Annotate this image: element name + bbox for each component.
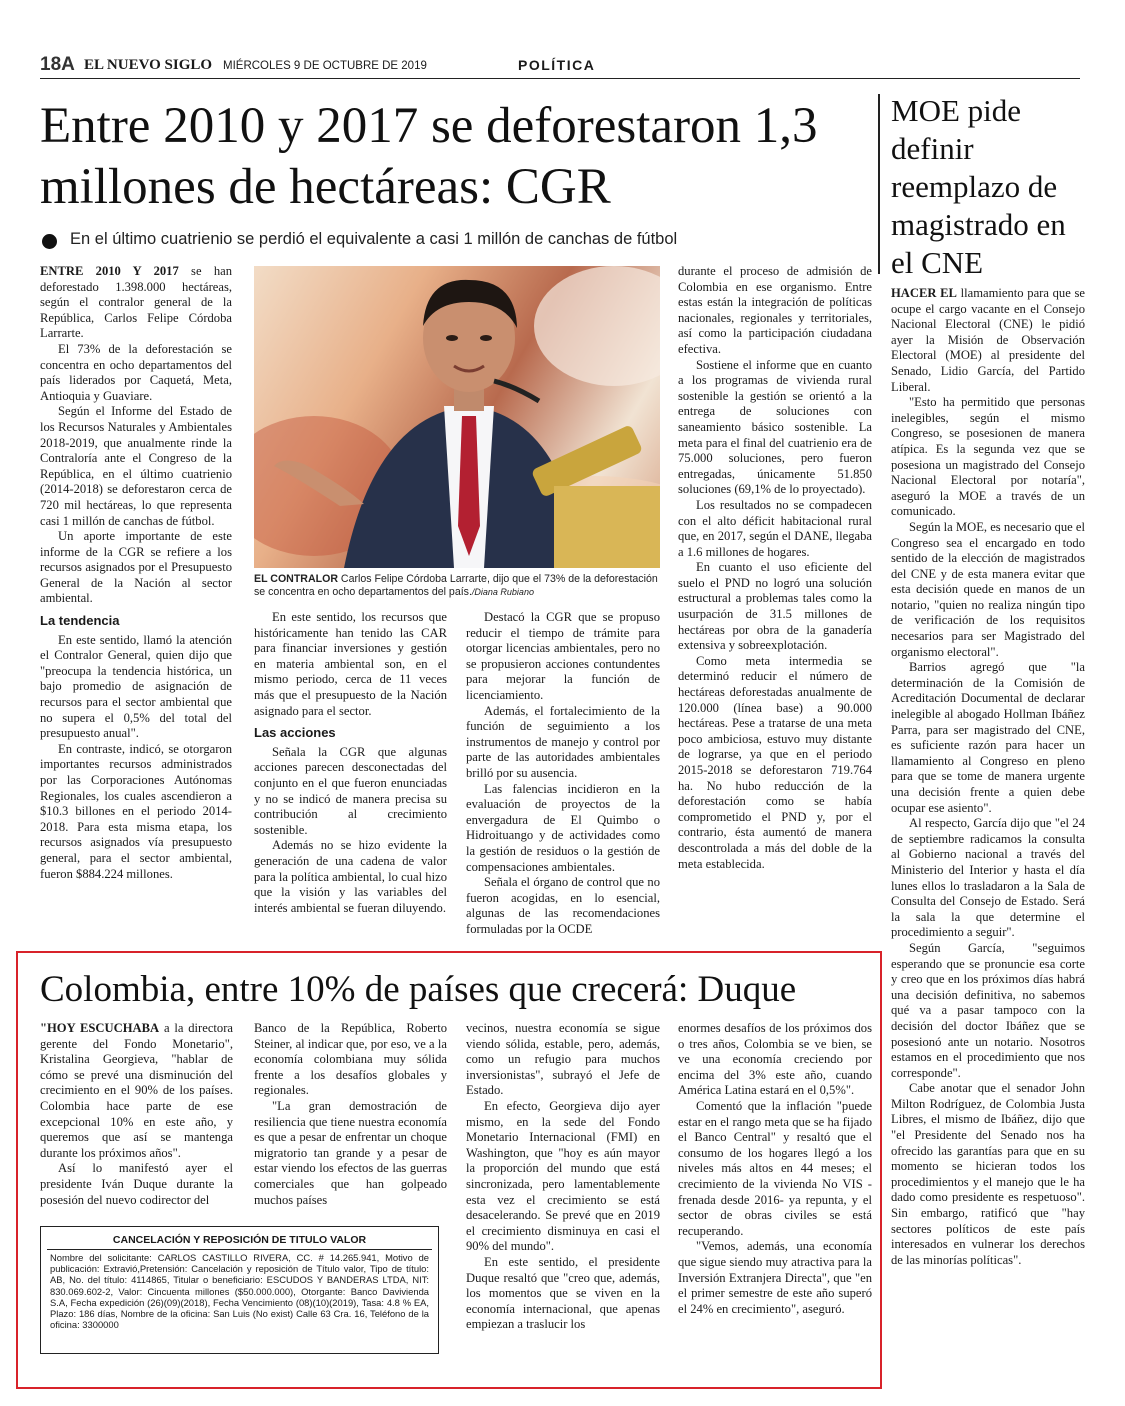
duque-headline: Colombia, entre 10% de países que crecerá: Duque xyxy=(40,969,797,1010)
photo-caption xyxy=(254,573,660,599)
duque-column-1 xyxy=(40,1021,233,1208)
paragraph: En este sentido, los recursos que históricamente han tenido las CAR para financiar inversiones y gestión en materia ambiental son, en el mismo periodo, cerca de 11 veces más que el presupuesto de la Nación asignado para el sector. xyxy=(254,610,447,718)
moe-column xyxy=(891,286,1085,1268)
caption-lead: EL CONTRALOR xyxy=(254,573,338,585)
paragraph: "Esto ha permitido que personas inelegibles, según el mismo Congreso, se posesionen de manera atípica. Es la segunda vez que se posesiona un magistrado del Consejo Nacional Electoral por notaría", aseguró la MOE a través de un comunicado. xyxy=(891,395,1085,519)
sidebar-rule xyxy=(878,94,880,274)
page-header xyxy=(40,54,1080,76)
photo-credit: /Diana Rubiano xyxy=(471,587,534,597)
legal-notice xyxy=(40,1226,439,1354)
main-column-3 xyxy=(466,610,660,937)
paragraph: En este sentido, llamó la atención el Contralor General, quien dijo que "preocupa la tendencia histórica, un bajo promedio de asignación de recursos para el sector ambiental que no supera el 0,5% del total del presupuesto anual". xyxy=(40,632,232,741)
paragraph: Un aporte importante de este informe de la CGR se refiere a los recursos asignados por el Presupuesto General de la Nación al sector ambiental. xyxy=(40,529,232,606)
paragraph: Los resultados no se compadecen con el alto déficit habitacional rural que, en 2017, según el DANE, llegaba a 1.6 millones de hogares. xyxy=(678,497,872,559)
paragraph: Destacó la CGR que se propuso reducir el tiempo de trámite para otorgar licencias ambientales, pero no se propusieron acciones contundentes para mejorar la función de licenciamiento. xyxy=(466,610,660,702)
paragraph: vecinos, nuestra economía se sigue viendo sólida, estable, pero, además, como un refugio para muchos inversionistas", subrayó el Jefe de Estado. xyxy=(466,1021,660,1098)
paragraph: Barrios agregó que "la determinación de la Comisión de Acreditación Documental de declarar inelegible al abogado Hollman Ibáñez Parra, para ser magistrado del CNE, es suficiente razón para hacer un llamamiento al Congreso en pleno para que se tome de manera urgente una decisión frente a quien debe ocupar ese asiento". xyxy=(891,660,1085,815)
lead-in: HACER EL xyxy=(891,286,957,300)
section-name: POLÍTICA xyxy=(518,57,596,73)
paragraph: En este sentido, el presidente Duque resaltó que "creo que, además, los momentos que se viven en la economía internacional, que apenas empiezan a traslucir los xyxy=(466,1254,660,1332)
paragraph: "Vemos, además, una economía que sigue siendo muy atractiva para la Inversión Extranjera Directa", que "en el primer semestre de este año superó el 24% en crecimiento", aseguró. xyxy=(678,1239,872,1316)
subtitle-bullet-icon xyxy=(42,234,57,249)
duque-column-4 xyxy=(678,1021,872,1317)
photo-illustration xyxy=(254,266,660,568)
header-rule xyxy=(40,78,1080,79)
newspaper-name: EL NUEVO SIGLO xyxy=(84,57,213,73)
paragraph: En cuanto el uso eficiente del suelo el PND no logró una solución estructural a problemas tales como la usurpación de 31.5 millones de hectáreas por obra de la ganadería extensiva y sobreexplotación. xyxy=(678,560,872,653)
caption-text: Carlos Felipe Córdoba Larrarte, dijo que el 73% de la deforestación se concentra en ocho departamentos del país. xyxy=(254,573,658,598)
subheading: La tendencia xyxy=(40,613,120,629)
page-number: 18A xyxy=(40,54,75,75)
contralor-photo xyxy=(254,266,660,568)
duque-column-2 xyxy=(254,1021,447,1208)
lead-in: "HOY ESCUCHABA xyxy=(40,1021,160,1035)
paragraph: Además, el fortalecimiento de la función de seguimiento a los instrumentos de manejo y control por parte de las autoridades ambientales brilló por su ausencia. xyxy=(466,703,660,780)
main-column-4 xyxy=(678,264,872,872)
lead-in: ENTRE 2010 Y 2017 xyxy=(40,264,179,278)
paragraph: a la directora gerente del Fondo Monetario", Kristalina Georgieva, "hablar de cómo se prevé una disminución del crecimiento en el 90% de los países. Colombia hace parte de ese excepcional 10% en este año, y queremos que así se mantenga durante los próximos años". xyxy=(40,1021,233,1160)
main-column-2 xyxy=(254,610,447,916)
paragraph: El 73% de la deforestación se concentra en ocho departamentos del país liderados por Caquetá, Meta, Antioquia y Guaviare. xyxy=(40,341,232,403)
notice-rule xyxy=(47,1249,432,1250)
subheading: Las acciones xyxy=(254,725,336,741)
paragraph: Al respecto, García dijo que "el 24 de septiembre radicamos la consulta al Gobierno nacional a través del Ministerio del Interior y hasta el día lunes ellos lo trasladaron a la Sala de Consulta del Consejo de Estado. Será la sala la que determine el procedimiento a seguir". xyxy=(891,816,1085,940)
duque-column-3 xyxy=(466,1021,660,1333)
paragraph: durante el proceso de admisión de Colombia en ese organismo. Entre estas están la integración de políticas nacionales, regionales y territoriales, así como la participación ciudadana efectiva. xyxy=(678,264,872,356)
paragraph: Así lo manifestó ayer el presidente Iván Duque durante la posesión del nuevo codirector del xyxy=(40,1161,233,1207)
paragraph: Como meta intermedia se determinó reducir el número de hectáreas deforestadas anualmente de 120.000 (línea base) a 90.000 hectáreas. Pese a tratarse de una meta poco ambiciosa, estuvo muy distante de lograrse, ya que en el periodo 2015-2018 se deforestaron 719.764 ha. No hubo reducción de la deforestación como se había comprometido el PND y, por el contrario, ésta aumentó de manera descontrolada a más del doble de la meta establecida. xyxy=(678,653,872,871)
paragraph: "La gran demostración de resiliencia que tiene nuestra economía es que a pesar de enfrentar un choque migratorio tan grande y a pesar de estar viendo los efectos de las guerras comerciales que han golpeado muchos países xyxy=(254,1098,447,1207)
paragraph: se han deforestado 1.398.000 hectáreas, según el contralor general de la República, Carlos Felipe Córdoba Larrarte. xyxy=(40,264,232,341)
paragraph: Comentó que la inflación "puede estar en el rango meta que se ha fijado el Banco Central" y resaltó que el consumo de los hogares llegó a los niveles más altos en 44 meses; el crecimiento de la vivienda No VIS -frenada desde 2016- ya repunta, y el sector de obras civiles se está recuperando. xyxy=(678,1098,872,1238)
main-headline: Entre 2010 y 2017 se deforestaron 1,3 millones de hectáreas: CGR xyxy=(40,98,818,215)
paragraph: En contraste, indicó, se otorgaron importantes recursos administrados por las Corporaciones Autónomas Regionales, los cuales ascendieron a $10.3 billones en el periodo 2014-2018. Para esta misma etapa, los recursos asignados vía presupuesto general, para el sector ambiental, fueron $884.224 millones. xyxy=(40,741,232,881)
paragraph: Sostiene el informe que en cuanto a los programas de vivienda rural sostenible la gestión se orientó a la entrega de soluciones con saneamiento básico sostenible. La meta para el final del cuatrienio era de 75.000 soluciones, pero fueron entregadas, únicamente 51.850 soluciones (69,1% de lo proyectado). xyxy=(678,357,872,497)
notice-body: Nombre del solicitante: CARLOS CASTILLO RIVERA, CC. # 14.265.941, Motivo de publicación: Extravió,Pretensión: Cancelación y reposición de Título valor, Tipo de título: AB, No. del título: 4114865, Titular o beneficiario: ESCUDOS Y BANDERAS LTDA, NIT: 830.069.602-2, Valor: Cincuenta millones ($50.000.000), Otorgante: Banco Davivienda S.A, Fecha expedición (26)(09)(2018), Fecha Vencimiento (08)(10)(2019), Tasa: 4.8 % EA, Plazo: 186 días, Nombre de la oficina: San Luis (No exist) Calle 63 Cra. 16, Teléfono de la oficina: 3300000 xyxy=(50,1252,429,1331)
paragraph: Cabe anotar que el senador John Milton Rodríguez, de Colombia Justa Libres, el mismo de Ibáñez, dijo que "el Presidente del Senado nos ha ofrecido las garantías para que en su momento se hicieran todos los procedimientos y el manejo que le ha dado como presidente es respetuoso". Sin embargo, ratificó que "hay sectores políticos de este país interesados en vulnerar los derechos de las minorías políticas". xyxy=(891,1081,1085,1267)
main-subtitle: En el último cuatrienio se perdió el equivalente a casi 1 millón de canchas de fútbol xyxy=(70,230,678,248)
paragraph: llamamiento para que se ocupe el cargo vacante en el Consejo Nacional Electoral (CNE) le pidió ayer la Misión de Observación Electoral (MOE) al presidente del Senado, Lidio García, del Partido Liberal. xyxy=(891,286,1085,394)
paragraph: Señala el órgano de control que no fueron acogidas, en lo esencial, algunas de las recomendaciones formuladas por la OCDE xyxy=(466,875,660,936)
moe-headline: MOE pide definir reemplazo de magistrado en el CNE xyxy=(891,93,1066,280)
notice-title: CANCELACIÓN Y REPOSICIÓN DE TITULO VALOR xyxy=(112,1234,367,1246)
paragraph: Banco de la República, Roberto Steiner, al indicar que, por eso, ve a la economía colombiana muy sólida frente a los desafíos globales y regionales. xyxy=(254,1021,447,1098)
paragraph: Señala la CGR que algunas acciones parecen desconectadas del conjunto en el que fueron enunciadas y no se indicó de manera precisa su contribución al crecimiento sostenible. xyxy=(254,744,447,837)
paragraph: En efecto, Georgieva dijo ayer mismo, en la sede del Fondo Monetario Internacional (FMI) en Washington, que "hoy es aún mayor la proporción del mundo que está sincronizada, pero lamentablemente esta vez el crecimiento se está desacelerando. Se prevé que en 2019 el crecimiento disminuya en casi el 90% del mundo". xyxy=(466,1098,660,1254)
paragraph: Además no se hizo evidente la generación de una cadena de valor para la política ambiental, lo cual hizo que la visión y las variables del interés ambiental se fueran diluyendo. xyxy=(254,838,447,915)
paragraph: Las falencias incidieron en la evaluación de proyectos de la envergadura de El Quimbo o Hidroituango y de actividades como la gestión de residuos o la gestión de compensaciones ambientales. xyxy=(466,781,660,874)
paragraph: Según la MOE, es necesario que el Congreso sea el encargado en todo sentido de la elección de magistrados del CNE y de esta manera evitar que esta decisión quede en manos de un notario, "quien no realiza ningún tipo de verificación de los requisitos necesarios para ser Magistrado del organismo electoral". xyxy=(891,519,1085,659)
paragraph: enormes desafíos de los próximos dos o tres años, Colombia se ve bien, se ve una economía creciendo por encima del 3% este año, cuando América Latina estará en el 0,5%". xyxy=(678,1021,872,1098)
main-column-1 xyxy=(40,264,232,882)
paragraph: Según el Informe del Estado de los Recursos Naturales y Ambientales 2018-2019, que anualmente rinde la Contraloría ante el Congreso de la República, en el último cuatrienio (2014-2018) se deforestaron cerca de 720 mil hectáreas, lo que representa casi 1 millón de canchas de fútbol. xyxy=(40,404,232,528)
paragraph: Según García, "seguimos esperando que se pronuncie esa corte y creo que en los próximos días habrá una decisión definitiva, no sabemos qué va a pasar tampoco con la decisión del doctor Ibáñez que se posesionó ante un notario. Nosotros estamos en el procedimiento que nos corresponde". xyxy=(891,940,1085,1080)
issue-date: MIÉRCOLES 9 DE OCTUBRE DE 2019 xyxy=(223,60,427,72)
